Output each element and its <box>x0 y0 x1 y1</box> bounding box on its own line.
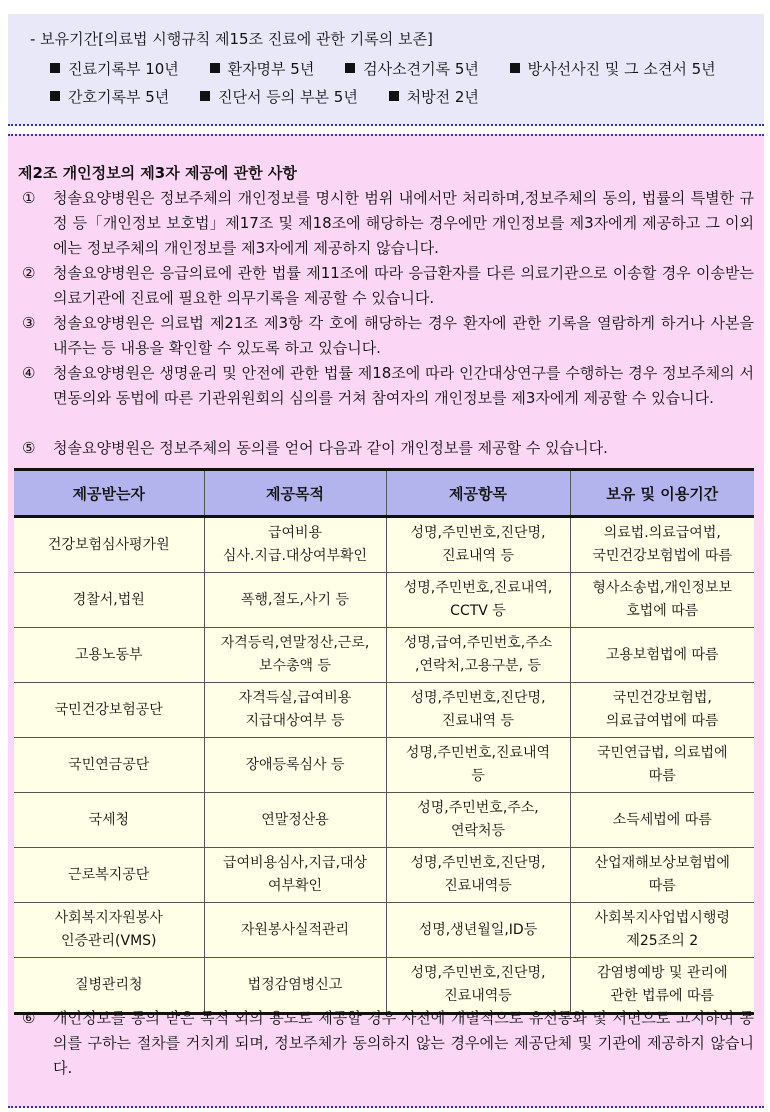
cell-text: 감염병예방 및 관리에 관한 법류에 따름 <box>596 965 728 1004</box>
purpose-cell <box>204 793 386 848</box>
paragraph-text: 청솔요양병원은 정보주체의 개인정보를 명시한 범위 내에서만 처리하며,정보주체의 동의, 법률의 특별한 규정 등「개인정보 보호법」제17조 및 제18조에 해당하는 경우에만 개인정보를 제3자에게 제공하고 그 이외에는 정보주체의 개인정보를 제3자에게 제공하지 않습니다. <box>53 189 754 257</box>
purpose-cell <box>204 517 386 573</box>
cell-text: 건강보험심사평가원 <box>47 536 170 553</box>
paragraph-number: ④ <box>22 364 36 382</box>
paragraph-6 <box>22 1006 754 1081</box>
retention-item: 방사선사진 및 그 소견서 5년 <box>510 60 716 78</box>
bullet-square-icon <box>50 63 60 73</box>
retention-item: 처방전 2년 <box>389 88 479 106</box>
recipient-cell <box>14 628 204 683</box>
items-cell <box>386 738 570 793</box>
period-cell <box>570 683 754 738</box>
paragraph-text: 청솔요양병원은 정보주체의 동의를 얻어 다음과 같이 개인정보를 제공할 수 있습니다. <box>53 439 608 457</box>
cell-text: 근로복지공단 <box>68 866 150 883</box>
cell-text: 성명,주민번호,진단명, 진료내역 등 <box>410 690 546 729</box>
retention-item: 간호기록부 5년 <box>50 88 169 106</box>
purpose-cell <box>204 628 386 683</box>
table-row <box>14 738 754 793</box>
cell-text: 자원봉사실적관리 <box>240 921 350 938</box>
table-row <box>14 848 754 903</box>
items-cell <box>386 683 570 738</box>
cell-text: 성명,주민번호,진료내역 등 <box>405 745 551 784</box>
cell-text: 성명,급여,주민번호,주소 ,연락처,고용구분, 등 <box>403 635 553 674</box>
period-cell <box>570 517 754 573</box>
period-cell <box>570 628 754 683</box>
items-cell <box>386 628 570 683</box>
purpose-cell <box>204 848 386 903</box>
paragraph-number: ③ <box>22 314 36 332</box>
paragraph-2 <box>22 261 754 311</box>
provision-table <box>14 468 754 1015</box>
paragraph-text: 개인정보를 동의 받은 목적 외의 용도로 제공할 경우 사전에 개별적으로 유선통화 및 서면으로 고지하여 동의를 구하는 절차를 거치게 되며, 정보주체가 동의하지 않는 경우에는 제공단체 및 기관에 제공하지 않습니다. <box>53 1009 754 1077</box>
section-title: 제2조 개인정보의 제3자 제공에 관한 사항 <box>18 164 297 182</box>
cell-text: 사회복지사업법시행령 제25조의 2 <box>594 910 730 949</box>
cell-text: 자격득실,급여비용 지급대상여부 등 <box>238 690 352 729</box>
cell-text: 성명,주민번호,주소, 연락처등 <box>417 800 539 839</box>
recipient-cell <box>14 848 204 903</box>
table-header-row <box>14 470 754 517</box>
cell-text: 국민건강보험법, 의료급여법에 따름 <box>605 690 719 729</box>
period-cell <box>570 793 754 848</box>
paragraph-number: ⑥ <box>22 1009 36 1027</box>
cell-text: 급여비용 심사.지급.대상여부확인 <box>222 525 368 564</box>
table-row <box>14 683 754 738</box>
paragraph-3 <box>22 311 754 361</box>
cell-text: 성명,주민번호,진단명, 진료내역등 <box>410 965 546 1004</box>
recipient-cell <box>14 738 204 793</box>
third-party-section <box>8 134 764 1108</box>
paragraph-5 <box>22 436 754 461</box>
retention-item: 진료기록부 10년 <box>50 60 179 78</box>
recipient-cell <box>14 517 204 573</box>
purpose-cell <box>204 903 386 958</box>
cell-text: 성명,생년월일,ID등 <box>418 921 538 938</box>
bullet-square-icon <box>200 91 210 101</box>
cell-text: 국민연급법, 의료법에 따름 <box>596 745 728 784</box>
cell-text: 폭행,절도,사기 등 <box>240 591 350 608</box>
paragraph-number: ② <box>22 264 36 282</box>
paragraph-text: 청솔요양병원은 생명윤리 및 안전에 관한 법률 제18조에 따라 인간대상연구를 수행하는 경우 정보주체의 서면동의와 동법에 따른 기관위원회의 심의를 거쳐 참여자의 개인정보를 제3자에게 제공할 수 있습니다. <box>53 364 754 407</box>
column-header-recipient: 제공받는자 <box>14 470 204 517</box>
cell-text: 연말정산용 <box>261 811 329 828</box>
period-cell <box>570 573 754 628</box>
table-row <box>14 628 754 683</box>
bullet-square-icon <box>210 63 220 73</box>
cell-text: 경찰서,법원 <box>72 591 145 608</box>
paragraph-text: 청솔요양병원은 응급의료에 관한 법률 제11조에 따라 응급환자를 다른 의료기관으로 이송할 경우 이송받는 의료기관에 진료에 필요한 의무기록을 제공할 수 있습니다. <box>53 264 754 307</box>
recipient-cell <box>14 573 204 628</box>
paragraph-text: 청솔요양병원은 의료법 제21조 제3항 각 호에 해당하는 경우 환자에 관한 기록을 열람하게 하거나 사본을 내주는 등 내용을 확인할 수 있도록 하고 있습니다. <box>53 314 754 357</box>
cell-text: 성명,주민번호,진단명, 진료내역 등 <box>410 525 546 564</box>
bullet-square-icon <box>389 91 399 101</box>
bullet-square-icon <box>345 63 355 73</box>
paragraph-number: ① <box>22 189 36 207</box>
cell-text: 국세청 <box>88 811 130 828</box>
table-row <box>14 903 754 958</box>
cell-text: 성명,주민번호,진단명, 진료내역등 <box>410 855 546 894</box>
bullet-square-icon <box>50 91 60 101</box>
cell-text: 자격등릭,연말정산,근로, 보수총액 등 <box>220 635 370 674</box>
table-row <box>14 517 754 573</box>
cell-text: 고용보험법에 따름 <box>605 646 719 663</box>
purpose-cell <box>204 738 386 793</box>
period-cell <box>570 848 754 903</box>
retention-row-1 <box>50 58 716 79</box>
table-row <box>14 573 754 628</box>
column-header-period: 보유 및 이용기간 <box>570 470 754 517</box>
items-cell <box>386 903 570 958</box>
column-header-items: 제공항목 <box>386 470 570 517</box>
retention-row-2 <box>50 86 505 107</box>
paragraph-1 <box>22 186 754 261</box>
period-cell <box>570 903 754 958</box>
cell-text: 국민건강보험공단 <box>54 701 163 718</box>
cell-text: 사회복지자원봉사 인증관리(VMS) <box>54 910 163 949</box>
retention-item: 검사소견기록 5년 <box>345 60 479 78</box>
items-cell <box>386 573 570 628</box>
items-cell <box>386 793 570 848</box>
recipient-cell <box>14 683 204 738</box>
retention-item: 환자명부 5년 <box>210 60 315 78</box>
cell-text: 급여비용심사,지급,대상 여부확인 <box>222 855 368 894</box>
table-row <box>14 793 754 848</box>
cell-text: 성명,주민번호,진료내역, CCTV 등 <box>403 580 553 619</box>
recipient-cell <box>14 793 204 848</box>
cell-text: 법정감염병신고 <box>247 976 343 993</box>
items-cell <box>386 517 570 573</box>
paragraph-4 <box>22 361 754 411</box>
column-header-purpose: 제공목적 <box>204 470 386 517</box>
cell-text: 산업재해보상보험법에 따름 <box>594 855 730 894</box>
retention-box <box>8 14 764 126</box>
bullet-square-icon <box>510 63 520 73</box>
items-cell <box>386 848 570 903</box>
cell-text: 고용노동부 <box>74 646 143 663</box>
cell-text: 의료법.의료급여법, 국민건강보험법에 따름 <box>592 525 733 564</box>
cell-text: 질병관리청 <box>74 976 143 993</box>
purpose-cell <box>204 573 386 628</box>
retention-header: - 보유기간[의료법 시행규칙 제15조 진료에 관한 기록의 보존] <box>30 30 433 48</box>
retention-item: 진단서 등의 부본 5년 <box>200 88 358 106</box>
period-cell <box>570 738 754 793</box>
purpose-cell <box>204 683 386 738</box>
paragraph-number: ⑤ <box>22 439 36 457</box>
cell-text: 장애등록심사 등 <box>245 756 345 773</box>
cell-text: 국민연금공단 <box>68 756 150 773</box>
cell-text: 형사소송법,개인정보보 호법에 따름 <box>592 580 733 619</box>
recipient-cell <box>14 903 204 958</box>
cell-text: 소득세법에 따름 <box>612 811 712 828</box>
